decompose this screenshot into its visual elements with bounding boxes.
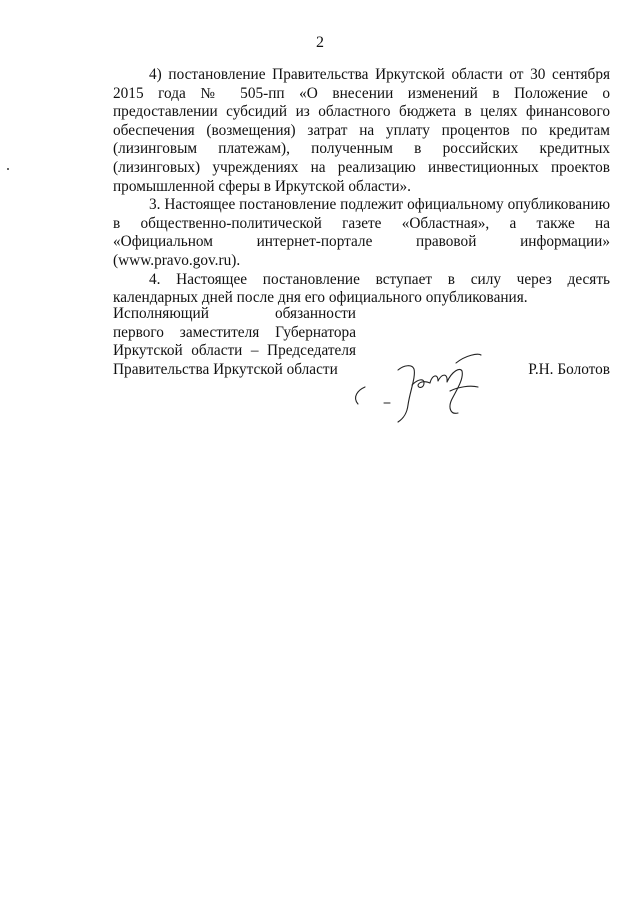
paragraph-item-4: 4) постановление Правительства Иркутской области от 30 сентября 2015 года № 505-пп «О внесении изменений в Положение о предоставлении субсидий из областного бюджета в целях финансового обеспечения (возмещения) затрат на уплату процентов по кредитам (лизинговым платежам), полученным в российских кредитных (лизинговых) учреждениях на реализацию инвестиционных проектов промышленной сферы в Иркутской области». [113, 66, 610, 195]
signer-title-line: Правительства Иркутской области [113, 360, 338, 378]
signer-title [113, 305, 356, 379]
signer-name: Р.Н. Болотов [528, 360, 610, 378]
signer-title-line: Иркутской области – Председателя [113, 342, 356, 360]
document-body [113, 66, 610, 308]
paragraph-entry-into-force: 4. Настоящее постановление вступает в силу через десять календарных дней после дня его официального опубликования. [113, 270, 610, 307]
signature-block [113, 305, 610, 415]
handwritten-signature-image [338, 325, 498, 425]
signer-title-line: Исполняющий обязанности [113, 305, 356, 322]
paragraph-publication: 3. Настоящее постановление подлежит официальному опубликованию в общественно-политической газете «Областная», а также на «Официальном интернет-портале правовой информации» (www.pravo.gov.ru). [113, 196, 610, 269]
scan-artifact-dot [7, 168, 9, 170]
signer-title-line: первого заместителя Губернатора [113, 323, 356, 341]
page-number: 2 [316, 34, 324, 51]
